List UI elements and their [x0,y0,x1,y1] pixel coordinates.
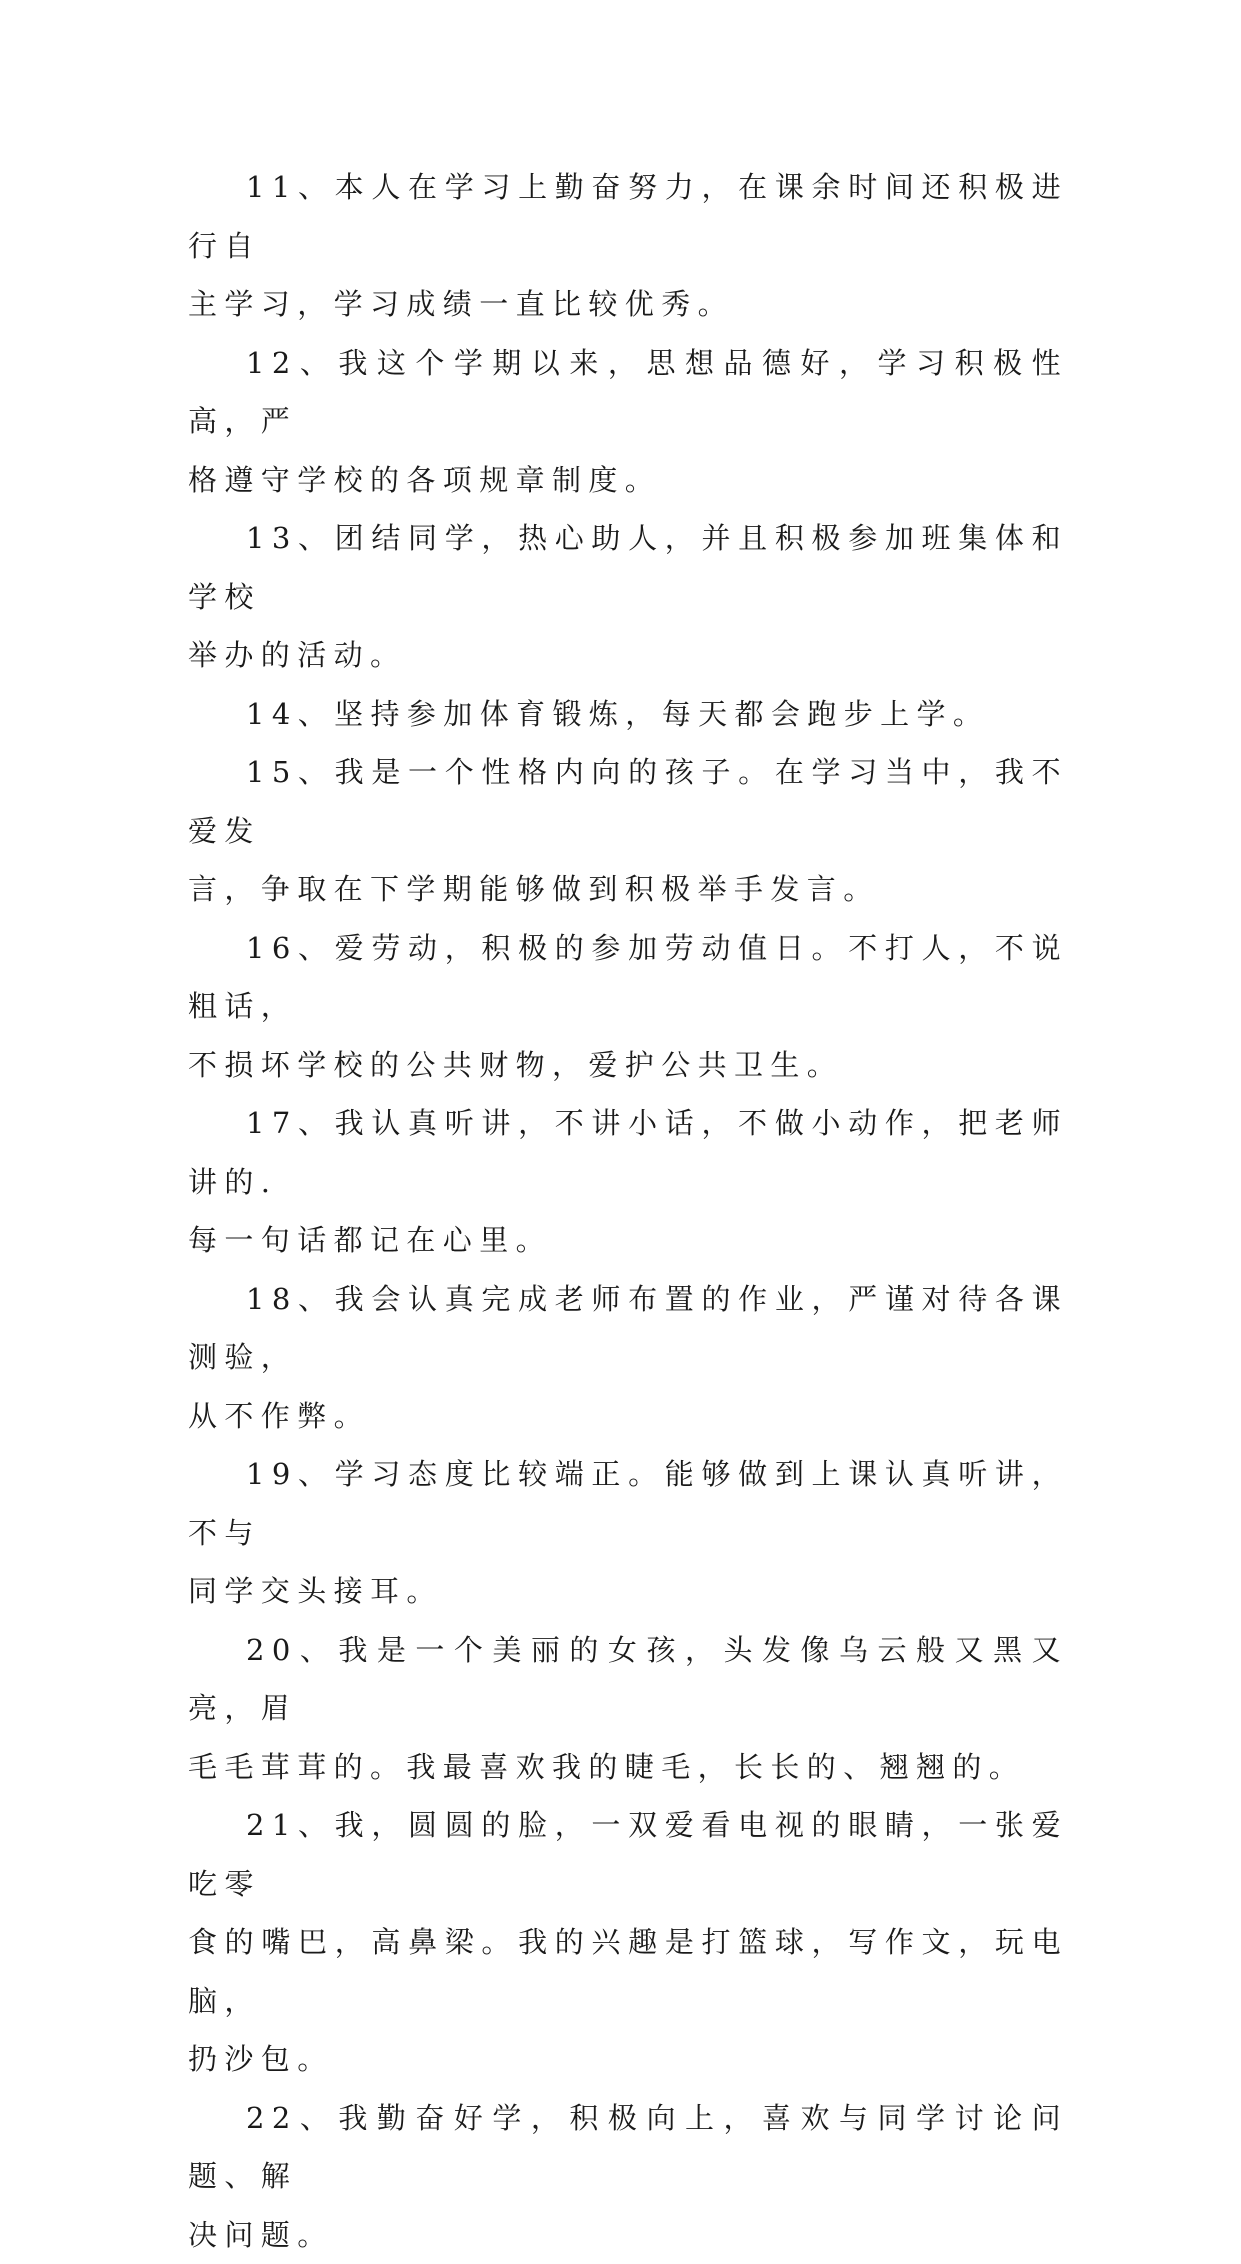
paragraph-22: 22、我勤奋好学，积极向上，喜欢与同学讨论问题、解 决问题。 [188,2089,1068,2264]
paragraph-16: 16、爱劳动，积极的参加劳动值日。不打人，不说粗话， 不损坏学校的公共财物，爱护公共卫生。 [188,919,1068,1095]
paragraph-21: 21、我，圆圆的脸，一双爱看电视的眼睛，一张爱吃零 食的嘴巴，高鼻梁。我的兴趣是打篮球，写作文，玩电脑， 扔沙包。 [188,1796,1068,2089]
paragraph-19: 19、学习态度比较端正。能够做到上课认真听讲，不与 同学交头接耳。 [188,1445,1068,1621]
paragraph-13: 13、团结同学，热心助人，并且积极参加班集体和学校 举办的活动。 [188,509,1068,685]
paragraph-18: 18、我会认真完成老师布置的作业，严谨对待各课测验， 从不作弊。 [188,1270,1068,1446]
paragraph-11: 11、本人在学习上勤奋努力，在课余时间还积极进行自 主学习，学习成绩一直比较优秀。 [188,158,1068,334]
paragraph-17: 17、我认真听讲，不讲小话，不做小动作，把老师讲的. 每一句话都记在心里。 [188,1094,1068,1270]
paragraph-12: 12、我这个学期以来，思想品德好，学习积极性高，严 格遵守学校的各项规章制度。 [188,334,1068,510]
paragraph-14: 14、坚持参加体育锻炼，每天都会跑步上学。 [188,685,1068,744]
document-body [188,158,1068,2264]
paragraph-15: 15、我是一个性格内向的孩子。在学习当中，我不爱发 言，争取在下学期能够做到积极举手发言。 [188,743,1068,919]
paragraph-20: 20、我是一个美丽的女孩，头发像乌云般又黑又亮，眉 毛毛茸茸的。我最喜欢我的睫毛，长长的、翘翘的。 [188,1621,1068,1797]
